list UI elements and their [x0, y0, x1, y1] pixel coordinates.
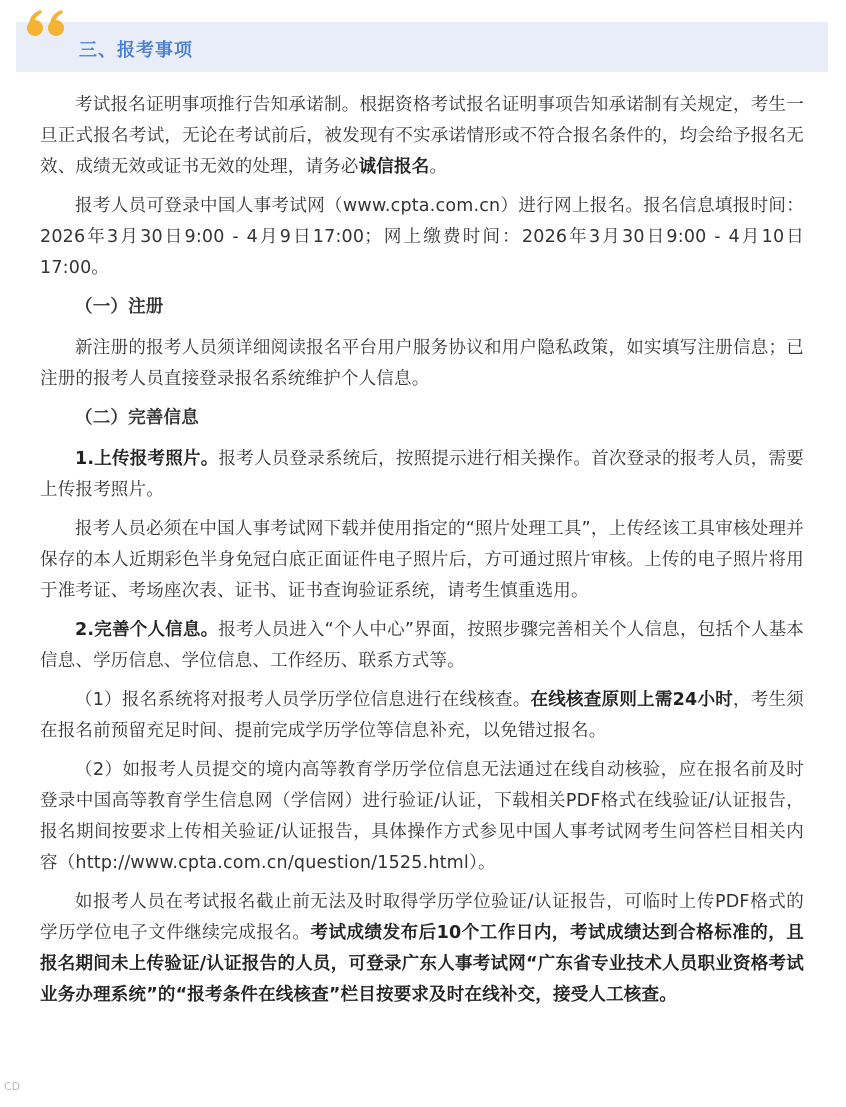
- paragraph-photo-tool: 报考人员必须在中国人事考试网下载并使用指定的“照片处理工具”，上传经该工具审核处理并保存的本人近期彩色半身免冠白底正面证件电子照片后，方可通过照片审核。上传的电子照片将用于准考证、考场座次表、证书、证书查询验证系统，请考生慎重选用。: [40, 519, 804, 601]
- paragraph-upload-photo: 1.上传报考照片。报考人员登录系统后，按照提示进行相关操作。首次登录的报考人员，需要上传报考照片。: [40, 449, 804, 500]
- paragraph-verification: （2）如报考人员提交的境内高等教育学历学位信息无法通过在线自动核验，应在报名前及时登录中国高等教育学生信息网（学信网）进行验证/认证，下载相关PDF格式在线验证/认证报告，报名期间按要求上传相关验证/认证报告，具体操作方式参见中国人事考试网考生问答栏目相关内容（http://www.cpta.com.cn/question/1525.html）。: [40, 760, 804, 873]
- paragraph-personal-info: 2.完善个人信息。报考人员进入“个人中心”界面，按照步骤完善相关个人信息，包括个人基本信息、学历信息、学位信息、工作经历、联系方式等。: [40, 620, 804, 671]
- paragraph-register: 新注册的报考人员须详细阅读报名平台用户服务协议和用户隐私政策，如实填写注册信息；已注册的报考人员直接登录报名系统维护个人信息。: [40, 338, 804, 389]
- paragraph-online-check: （1）报名系统将对报考人员学历学位信息进行在线核查。在线核查原则上需24小时，考生须在报名前预留充足时间、提前完成学历学位等信息补充，以免错过报名。: [40, 690, 804, 741]
- watermark: CD: [4, 1080, 21, 1093]
- paragraph-registration-time: 报考人员可登录中国人事考试网（www.cpta.com.cn）进行网上报名。报名信息填报时间：2026年3月30日9:00 - 4月9日17:00；网上缴费时间：2026年3月30日9:00 - 4月10日17:00。: [40, 196, 804, 278]
- quote-icon: [26, 9, 68, 37]
- section-title: 三、报考事项: [79, 40, 193, 61]
- paragraph-temporary-upload: 如报考人员在考试报名截止前无法及时取得学历学位验证/认证报告，可临时上传PDF格式的学历学位电子文件继续完成报名。考试成绩发布后10个工作日内，考试成绩达到合格标准的，且报名期间未上传验证/认证报告的人员，可登录广东人事考试网“广东省专业技术人员职业资格考试业务办理系统”的“报考条件在线核查”栏目按要求及时在线补交，接受人工核查。: [40, 892, 805, 1005]
- paragraph-commitment: 考试报名证明事项推行告知承诺制。根据资格考试报名证明事项告知承诺制有关规定，考生一旦正式报名考试，无论在考试前后，被发现有不实承诺情形或不符合报名条件的，均会给予报名无效、成绩无效或证书无效的处理，请务必诚信报名。: [40, 95, 804, 177]
- article-body: [40, 90, 804, 1019]
- subheading-complete-info: （二）完善信息: [75, 408, 199, 428]
- subheading-register: （一）注册: [75, 297, 164, 317]
